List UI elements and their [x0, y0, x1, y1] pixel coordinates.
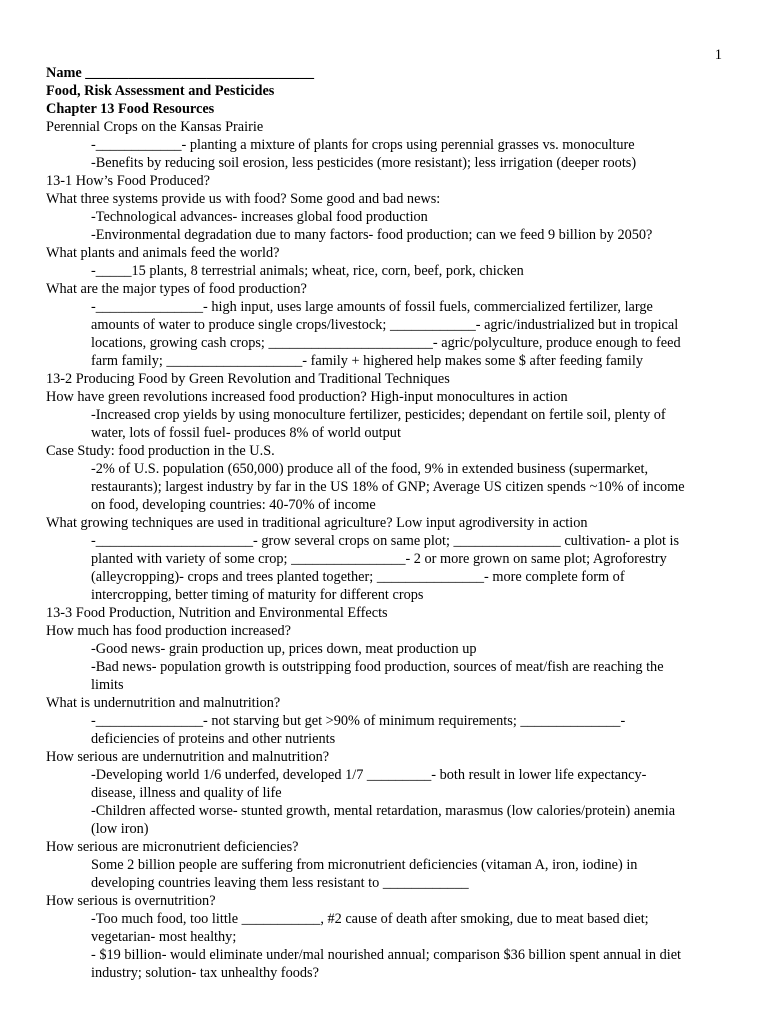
text-line: -_______________- not starving but get >90% of minimum requirements; ______________- [91, 713, 626, 729]
text-line: How serious is overnutrition? [46, 893, 216, 909]
text-line: -Technological advances- increases global food production [91, 209, 428, 225]
text-line: deficiencies of proteins and other nutrients [91, 731, 336, 747]
text-line: planted with variety of some crop; ________________- 2 or more grown on same plot; Agroforestry [91, 551, 667, 567]
text-line: -_______________- high input, uses large amounts of fossil fuels, commercialized fertilizer, large [91, 299, 653, 315]
text-line: Case Study: food production in the U.S. [46, 443, 275, 459]
text-line: How serious are undernutrition and malnutrition? [46, 749, 330, 765]
page-number: 1 [714, 47, 722, 63]
text-line: (alleycropping)- crops and trees planted together; _______________- more complete form of [91, 569, 625, 585]
text-line: -______________________- grow several crops on same plot; _______________ cultivation- a plot is [91, 533, 680, 549]
text-line: What is undernutrition and malnutrition? [46, 695, 281, 711]
text-line: What three systems provide us with food? Some good and bad news: [46, 191, 441, 207]
text-line: developing countries leaving them less resistant to ____________ [91, 875, 469, 891]
text-line: limits [91, 677, 124, 693]
text-line: Chapter 13 Food Resources [46, 101, 215, 117]
text-line: water, lots of fossil fuel- produces 8% of world output [91, 425, 401, 441]
text-line: Perennial Crops on the Kansas Prairie [46, 119, 264, 135]
text-line: -Too much food, too little ___________, #2 cause of death after smoking, due to meat based diet; [91, 911, 649, 927]
text-line: Some 2 billion people are suffering from micronutrient deficiencies (vitaman A, iron, iodine) in [91, 857, 638, 873]
text-line: 13-2 Producing Food by Green Revolution and Traditional Techniques [46, 371, 450, 387]
text-line: industry; solution- tax unhealthy foods? [91, 965, 319, 981]
text-line: -Good news- grain production up, prices down, meat production up [91, 641, 477, 657]
text-line: 13-1 How’s Food Produced? [46, 173, 211, 189]
text-line: 13-3 Food Production, Nutrition and Environmental Effects [46, 605, 388, 621]
text-line: on food, developing countries: 40-70% of income [91, 497, 376, 513]
text-line: -Children affected worse- stunted growth, mental retardation, marasmus (low calories/protein) anemia [91, 803, 676, 819]
text-line: -Benefits by reducing soil erosion, less pesticides (more resistant); less irrigation (deeper roots) [91, 155, 637, 171]
text-line: How serious are micronutrient deficiencies? [46, 839, 299, 855]
text-line: (low iron) [91, 821, 149, 837]
text-line: -2% of U.S. population (650,000) produce all of the food, 9% in extended business (supermarket, [91, 461, 649, 477]
text-line: What plants and animals feed the world? [46, 245, 280, 261]
text-line: What growing techniques are used in traditional agriculture? Low input agrodiversity in action [46, 515, 588, 531]
document-body [46, 64, 730, 982]
text-line: -_____15 plants, 8 terrestrial animals; wheat, rice, corn, beef, pork, chicken [91, 263, 524, 279]
text-line: locations, growing cash crops; _______________________- agric/polyculture, produce enough to feed [91, 335, 681, 351]
text-line: What are the major types of food production? [46, 281, 307, 297]
text-line: -Developing world 1/6 underfed, developed 1/7 _________- both result in lower life expectancy- [91, 767, 647, 783]
text-line: How much has food production increased? [46, 623, 291, 639]
text-line: disease, illness and quality of life [91, 785, 282, 801]
text-line: -Environmental degradation due to many factors- food production; can we feed 9 billion by 2050? [91, 227, 653, 243]
text-line: farm family; ___________________- family + highered help makes some $ after feeding family [91, 353, 643, 369]
text-line: restaurants); largest industry by far in the US 18% of GNP; Average US citizen spends ~10% of income [91, 479, 685, 495]
text-line: -____________- planting a mixture of plants for crops using perennial grasses vs. monoculture [91, 137, 635, 153]
text-line: -Bad news- population growth is outstripping food production, sources of meat/fish are reaching the [91, 659, 664, 675]
text-line: Name ________________________________ [46, 65, 315, 81]
text-line: Food, Risk Assessment and Pesticides [46, 83, 275, 99]
text-line: intercropping, better timing of maturity for different crops [91, 587, 424, 603]
text-line: -Increased crop yields by using monoculture fertilizer, pesticides; dependant on fertile soil, plenty of [91, 407, 666, 423]
text-line: How have green revolutions increased food production? High-input monocultures in action [46, 389, 568, 405]
text-line: - $19 billion- would eliminate under/mal nourished annual; comparison $36 billion spent annual in diet [91, 947, 682, 963]
text-line: amounts of water to produce single crops/livestock; ____________- agric/industrialized but in tropical [91, 317, 679, 333]
text-line: vegetarian- most healthy; [91, 929, 237, 945]
